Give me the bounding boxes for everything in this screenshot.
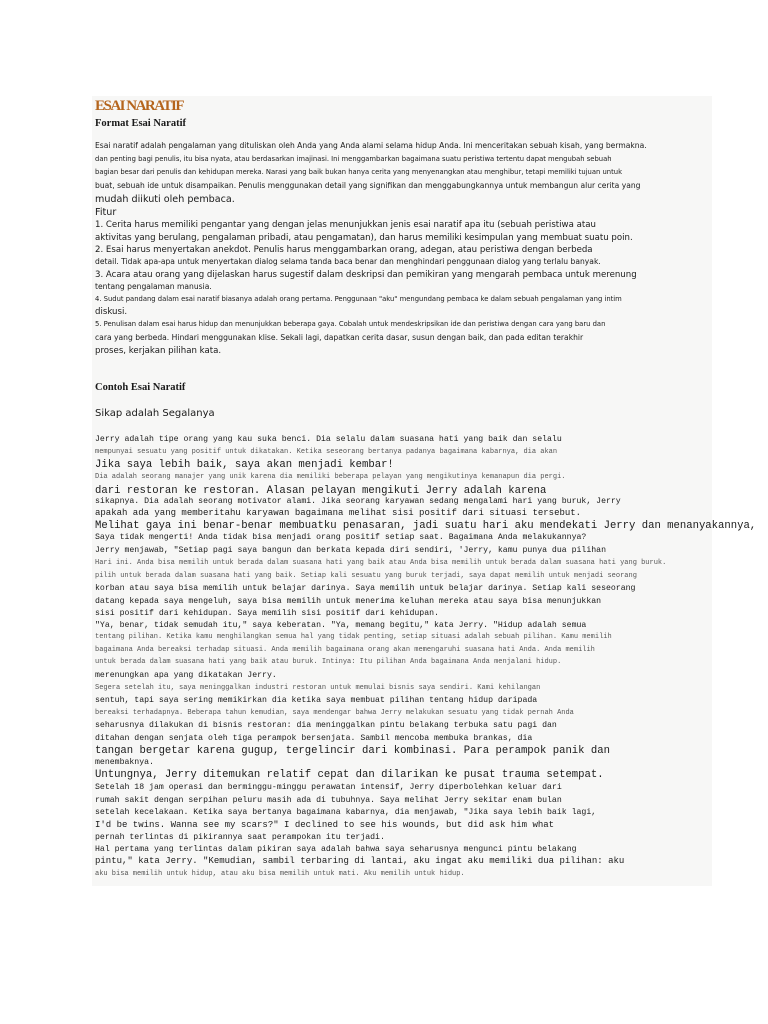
story-line: Jika saya lebih baik, saya akan menjadi kembar! [95, 459, 394, 471]
story-line: korban atau saya bisa memilih untuk belajar darinya. Saya memilih untuk belajar darinya. Setiap kali seseorang [95, 584, 636, 593]
feature-line: proses, kerjakan pilihan kata. [95, 346, 222, 356]
story-line: tentang pilihan. Ketika kamu menghilangkan semua hal yang tidak penting, setiap situasi adalah sebuah pilihan. Kamu memilih [95, 633, 612, 641]
story-line: I'd be twins. Wanna see my scars?" I declined to see his wounds, but did ask him what [95, 820, 555, 830]
story-line: bereaksi terhadapnya. Beberapa tahun kemudian, saya mendengar bahwa Jerry melakukan sesuatu yang tidak pernah Anda [95, 709, 574, 717]
feature-line: 1. Cerita harus memiliki pengantar yang dengan jelas menunjukkan jenis esai naratif apa itu (sebuah peristiwa atau [95, 220, 596, 230]
feature-line: 3. Acara atau orang yang dijelaskan harus sugestif dalam deskripsi dan pemikiran yang mengarah pembaca untuk merenung [95, 270, 637, 280]
document-logo: ESAI NARATIF [95, 98, 183, 114]
story-line: aku bisa memilih untuk hidup, atau aku bisa memilih untuk mati. Aku memilih untuk hidup. [95, 870, 465, 878]
feature-line: diskusi. [95, 307, 128, 317]
story-line: menembaknya. [95, 758, 154, 767]
feature-line: 2. Esai harus menyertakan anekdot. Penulis harus menggambarkan orang, adegan, atau peristiwa dengan berbeda [95, 245, 593, 255]
story-line: mempunyai sesuatu yang positif untuk dikatakan. Ketika seseorang bertanya padanya bagaimana kabarnya, dia akan [95, 448, 558, 456]
feature-line: detail. Tidak apa-apa untuk menyertakan dialog selama tanda baca benar dan menghindari penggunaan dialog yang terlalu banyak. [95, 257, 601, 266]
story-line: tangan bergetar karena gugup, tergelincir dari kombinasi. Para perampok panik dan [95, 745, 610, 757]
story-line: Saya tidak mengerti! Anda tidak bisa menjadi orang positif setiap saat. Bagaimana Anda melakukannya? [95, 533, 587, 542]
story-line: Untungnya, Jerry ditemukan relatif cepat dan dilarikan ke pusat trauma setempat. [95, 769, 604, 781]
feature-line: tentang pengalaman manusia. [95, 282, 212, 291]
story-line: dari restoran ke restoran. Alasan pelayan mengikuti Jerry adalah karena [95, 485, 547, 497]
feature-line: 4. Sudut pandang dalam esai naratif biasanya adalah orang pertama. Penggunaan "aku" mengundang pembaca ke dalam sebuah pengalaman yang intim [95, 295, 622, 303]
story-line: pernah terlintas di pikirannya saat perampokan itu terjadi. [95, 833, 385, 842]
story-line: rumah sakit dengan serpihan peluru masih ada di tubuhnya. Saya melihat Jerry sekitar enam bulan [95, 796, 562, 805]
story-line: Jerry adalah tipe orang yang kau suka benci. Dia selalu dalam suasana hati yang baik dan selalu [95, 435, 562, 444]
intro-line: dan penting bagi penulis, itu bisa nyata, atau berdasarkan imajinasi. Ini menggambarkan bagaimana suatu peristiwa tertentu dapat mengubah sebuah [95, 155, 612, 163]
story-line: Jerry menjawab, "Setiap pagi saya bangun dan berkata kepada diri sendiri, 'Jerry, kamu punya dua pilihan [95, 546, 606, 555]
story-line: "Ya, benar, tidak semudah itu," saya keberatan. "Ya, memang begitu," kata Jerry. "Hidup adalah semua [95, 621, 587, 630]
story-line: apakah ada yang memberitahu karyawan bagaimana melihat sisi positif dari situasi tersebut. [95, 508, 582, 518]
story-line: sentuh, tapi saya sering memikirkan dia ketika saya membuat pilihan tentang hidup daripada [95, 696, 538, 705]
feature-line: aktivitas yang berulang, pengalaman pribadi, atau pengamatan), dan harus memiliki kesimpulan yang membuat suatu poin. [95, 233, 633, 243]
feature-line: cara yang berbeda. Hindari menggunakan klise. Sekali lagi, dapatkan cerita dasar, susun dengan baik, dan pada editan terakhir [95, 333, 584, 342]
story-line: Segera setelah itu, saya meninggalkan industri restoran untuk memulai bisnis saya sendiri. Kami kehilangan [95, 684, 541, 692]
story-line: pintu," kata Jerry. "Kemudian, sambil terbaring di lantai, aku ingat aku memiliki dua pilihan: aku [95, 856, 625, 866]
story-line: sisi positif dari kehidupan. Saya memilih sisi positif dari kehidupan. [95, 609, 439, 618]
story-line: setelah kecelakaan. Ketika saya bertanya bagaimana kabarnya, dia menjawab, "Jika saya lebih baik lagi, [95, 808, 597, 817]
story-line: Hari ini. Anda bisa memilih untuk berada dalam suasana hati yang baik atau Anda bisa memilih untuk berada dalam suasana hati yang buruk. [95, 559, 667, 567]
story-line: untuk berada dalam suasana hati yang baik atau buruk. Intinya: Itu pilihan Anda bagaimana Anda menjalani hidup. [95, 658, 562, 666]
intro-line: buat, sebuah ide untuk disampaikan. Penulis menggunakan detail yang signifikan dan menggabungkannya untuk membangun alur cerita yang [95, 181, 641, 190]
story-line: sikapnya. Dia adalah seorang motivator alami. Jika seorang karyawan sedang mengalami hari yang buruk, Jerry [95, 497, 621, 506]
story-line: Setelah 18 jam operasi dan berminggu-minggu perawatan intensif, Jerry diperbolehkan keluar dari [95, 783, 562, 792]
story-line: pilih untuk berada dalam suasana hati yang baik. Setiap kali sesuatu yang buruk terjadi, saya dapat memilih untuk menjadi seorang [95, 572, 637, 580]
story-title: Sikap adalah Segalanya [95, 408, 215, 419]
story-line: seharusnya dilakukan di bisnis restoran: dia meninggalkan pintu belakang terbuka satu pagi dan [95, 721, 557, 730]
example-heading: Contoh Esai Naratif [95, 382, 186, 393]
story-line: Dia adalah seorang manajer yang unik karena dia memiliki beberapa pelayan yang mengikutinya kemanapun dia pergi. [95, 473, 566, 481]
story-line: Melihat gaya ini benar-benar membuatku penasaran, jadi suatu hari aku mendekati Jerry dan menanyakannya, [95, 520, 757, 532]
story-line: bagaimana Anda bereaksi terhadap situasi. Anda memilih bagaimana orang akan memengaruhi suasana hati Anda. Anda memilih [95, 646, 595, 654]
story-line: Hal pertama yang terlintas dalam pikiran saya adalah bahwa saya seharusnya mengunci pintu belakang [95, 845, 577, 854]
features-heading: Fitur [95, 207, 117, 218]
section-title: Format Esai Naratif [95, 118, 186, 129]
intro-line: mudah diikuti oleh pembaca. [95, 194, 235, 205]
feature-line: 5. Penulisan dalam esai harus hidup dan menunjukkan beberapa gaya. Cobalah untuk mendeskripsikan ide dan peristiwa dengan cara yang baru dan [95, 320, 606, 328]
intro-line: bagian besar dari penulis dan kehidupan mereka. Narasi yang baik bukan hanya cerita yang menyenangkan atau menghibur, tetapi memiliki tujuan untuk [95, 168, 623, 176]
intro-line: Esai naratif adalah pengalaman yang dituliskan oleh Anda yang Anda alami selama hidup Anda. Ini menceritakan sebuah kisah, yang bermakna. [95, 141, 647, 150]
story-line: ditahan dengan senjata oleh tiga perampok bersenjata. Sambil mencoba membuka brankas, dia [95, 734, 533, 743]
story-line: merenungkan apa yang dikatakan Jerry. [95, 671, 277, 680]
story-line: datang kepada saya mengeluh, saya bisa memilih untuk menerima keluhan mereka atau saya bisa menunjukkan [95, 597, 602, 606]
